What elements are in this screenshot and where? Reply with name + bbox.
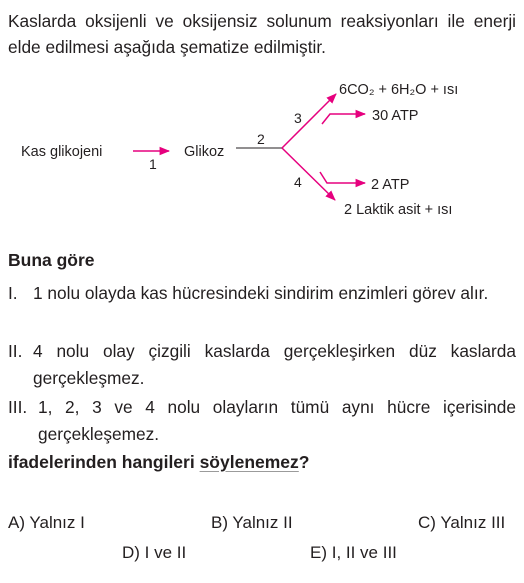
- question-underlined: söylenemez: [199, 452, 299, 472]
- statement-3-text: 1, 2, 3 ve 4 nolu olayların tümü aynı hücre içerisinde gerçekleşemez.: [38, 397, 516, 444]
- option-c[interactable]: C) Yalnız III: [418, 513, 506, 532]
- statement-3-numeral: III.: [8, 397, 28, 417]
- question-suffix: ?: [298, 452, 310, 472]
- statement-2-numeral: II.: [8, 341, 23, 361]
- glycogen-label: Kas glikojeni: [21, 144, 103, 160]
- step4-arrow: [282, 148, 335, 200]
- atp30-label: 30 ATP: [372, 108, 419, 124]
- statement-1-numeral: I.: [8, 283, 18, 303]
- statement-3: [8, 394, 516, 448]
- intro-text: Kaslarda oksijenli ve oksijensiz solunum reaksiyonları ile enerji elde edilmesi aşağıda şematize edilmiştir.: [8, 11, 516, 57]
- question-line: [8, 452, 310, 473]
- statement-1-text: 1 nolu olayda kas hücresindeki sindirim enzimleri görev alır.: [33, 283, 489, 303]
- atp2-arrow: [320, 172, 365, 183]
- glucose-label: Glikoz: [184, 144, 225, 160]
- step1-number: 1: [149, 156, 157, 172]
- statement-1: [8, 280, 516, 307]
- option-a[interactable]: A) Yalnız I: [8, 513, 85, 532]
- anaerobic-products: 2 Laktik asit + ısı: [344, 202, 453, 218]
- question-heading: Buna göre: [8, 250, 95, 270]
- atp30-arrow: [322, 114, 365, 124]
- statement-2: [8, 338, 516, 392]
- step3-arrow: [282, 94, 336, 148]
- atp2-label: 2 ATP: [371, 177, 410, 193]
- question-prefix: ifadelerinden hangileri: [8, 452, 200, 472]
- step2-number: 2: [257, 131, 265, 147]
- option-e[interactable]: E) I, II ve III: [310, 543, 397, 562]
- respiration-diagram: [0, 78, 524, 223]
- step4-number: 4: [294, 174, 302, 190]
- option-d[interactable]: D) I ve II: [122, 543, 187, 562]
- step3-number: 3: [294, 110, 302, 126]
- aerobic-products: 6CO₂ + 6H₂O + ısı: [339, 82, 459, 98]
- statement-2-text: 4 nolu olay çizgili kaslarda gerçekleşirken düz kaslarda gerçekleşmez.: [33, 341, 516, 388]
- option-b[interactable]: B) Yalnız II: [211, 513, 293, 532]
